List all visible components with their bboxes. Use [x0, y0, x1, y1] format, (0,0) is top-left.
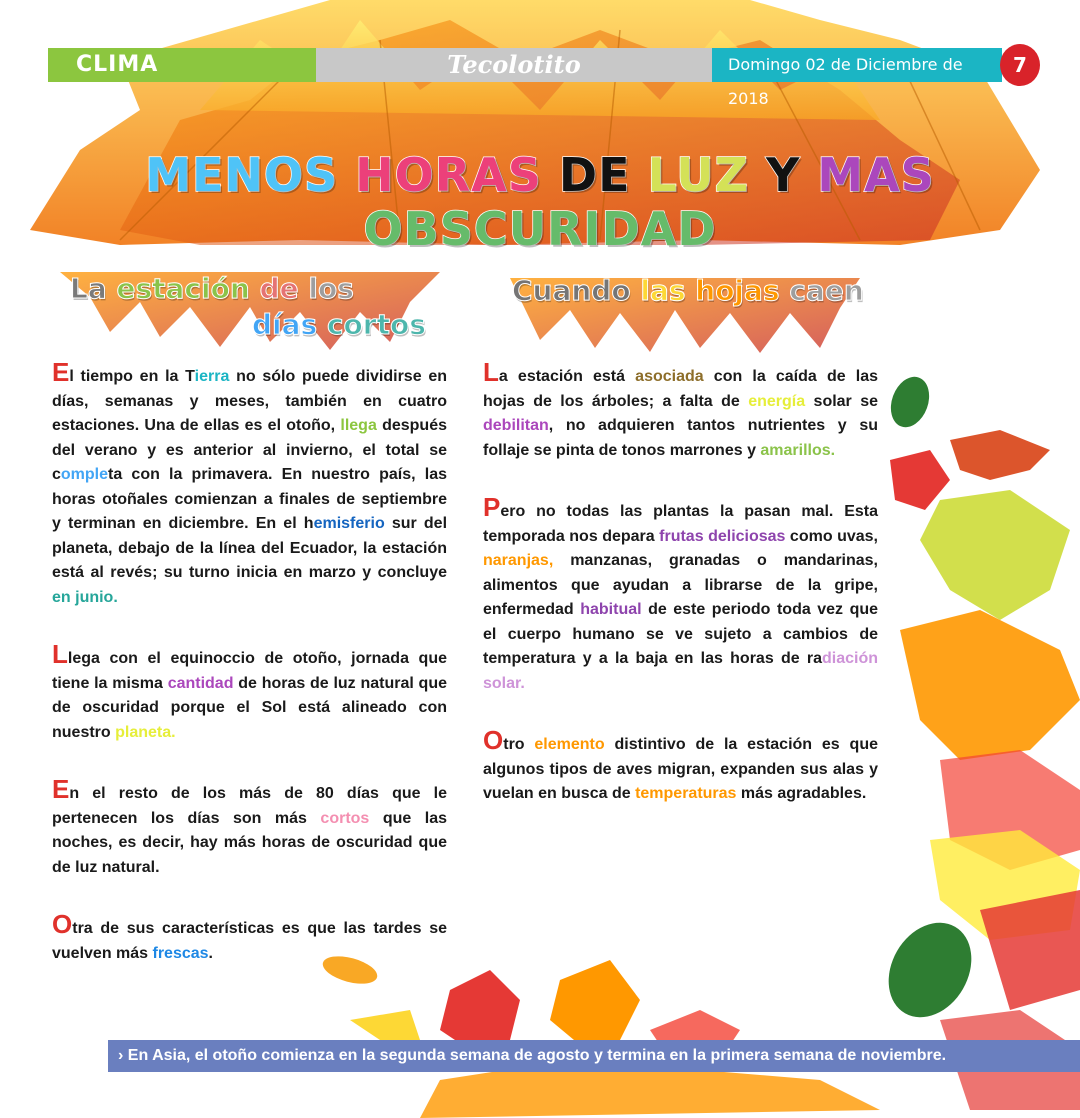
page-number: 7 — [1000, 44, 1040, 86]
highlight-word: llega — [340, 417, 377, 434]
paragraph-text: tra de sus características es que las tardes se vuelven más — [52, 920, 447, 962]
maple-leaf-icon — [880, 370, 1080, 1110]
drop-cap: P — [483, 492, 501, 522]
paragraph-text: más agradables. — [736, 785, 867, 802]
heading-word: Y — [765, 148, 801, 202]
paragraph — [52, 639, 448, 745]
heading-word: OBSCURIDAD — [363, 202, 717, 256]
heading-word: cortos — [326, 308, 426, 341]
paragraph-text: . — [208, 944, 213, 962]
highlight-word: cantidad — [167, 674, 234, 692]
paragraph-text: sur del planeta, debajo de la línea del Ecuador, la estación está al revés; su turno inicia en marzo y concluye — [52, 515, 448, 581]
paragraph — [483, 725, 878, 807]
highlight-word: debilitan — [483, 417, 549, 434]
issue-date: Domingo 02 de Diciembre de 2018 — [712, 48, 1002, 82]
highlight-word: naranjas, — [483, 552, 554, 569]
paragraph — [483, 492, 879, 696]
paragraph-text: ero no todas las plantas la pasan mal. Esta temporada nos depara — [483, 503, 878, 545]
heading-word: Cuando — [512, 274, 631, 307]
heading-word: caen — [789, 274, 864, 307]
highlight-word: amarillos. — [760, 441, 836, 459]
drop-cap: E — [52, 774, 70, 804]
highlight-word: cortos — [320, 809, 370, 827]
heading-word: La — [70, 272, 107, 305]
paragraph-text: con la caída de las hojas de los árboles; a falta de — [483, 368, 879, 410]
paragraph-text: de este periodo toda vez que el cuerpo humano se ve sujeto a cambios de temperatura y a la baja en las horas de ra — [483, 601, 879, 667]
page-title — [0, 148, 1080, 256]
highlight-word: frescas — [152, 944, 209, 962]
highlight-word: ierra — [194, 368, 230, 385]
heading-word: MAS — [817, 148, 935, 202]
highlight-word: omple — [60, 466, 109, 483]
paragraph-text: lega con el equinoccio de otoño, jornada que tiene la misma — [52, 650, 447, 692]
footer-note: › En Asia, el otoño comienza en la segunda semana de agosto y termina en la primera semana de noviembre. — [108, 1040, 1080, 1072]
paragraph-text: como uvas, — [785, 527, 878, 545]
paragraph-text: después del verano y es anterior al invierno, el total se c — [52, 417, 448, 483]
heading-word: de — [259, 272, 299, 305]
highlight-word: habitual — [580, 601, 642, 618]
drop-cap: E — [52, 357, 70, 387]
heading-word: HORAS — [355, 148, 542, 202]
highlight-word: emisferio — [313, 515, 385, 532]
highlight-word: temperaturas — [635, 785, 737, 802]
paragraph-text: , no adquieren tantos nutrientes y su follaje se pinta de tonos marrones y — [483, 417, 878, 459]
highlight-word: asociada — [635, 368, 704, 385]
bottom-leaves — [320, 950, 880, 1118]
highlight-word: diación solar. — [483, 650, 878, 692]
paragraph — [52, 357, 448, 610]
paragraph-text: solar se — [805, 392, 878, 410]
green-leaf-icon — [880, 908, 988, 1033]
drop-cap: L — [483, 357, 499, 387]
drop-cap: O — [52, 909, 73, 939]
paragraph-text: manzanas, granadas o mandarinas, alimentos que ayudan a librarse de la gripe, enfermedad — [483, 552, 878, 618]
left-column — [52, 357, 448, 998]
heading-word: las — [640, 274, 686, 307]
heading-word: los — [308, 272, 354, 305]
paragraph-text: a estación está — [498, 368, 636, 385]
paragraph-text: ta con la primavera. En nuestro país, las horas otoñales comienzan a finales de septiembre y terminan en diciembre. En el h — [52, 466, 447, 532]
heading-word: estación — [116, 272, 250, 305]
paragraph-text: l tiempo en la T — [69, 368, 195, 385]
highlight-word: frutas deliciosas — [659, 527, 786, 545]
highlight-word: planeta. — [115, 723, 176, 741]
paragraph-text: n el resto de los más de 80 días que le pertenecen los días son más — [52, 785, 447, 827]
paragraph-text: no sólo puede dividirse en días, semanas y meses, también en cuatro estaciones. Una de ellas es el otoño, — [52, 368, 447, 434]
drop-cap: L — [52, 639, 68, 669]
heading-word: DE — [558, 148, 631, 202]
drop-cap: O — [483, 725, 504, 755]
heading-word: MENOS — [145, 148, 339, 202]
paragraph-text: de horas de luz natural que de oscuridad porque el Sol está alineado con nuestro — [52, 674, 448, 741]
right-column — [483, 357, 879, 839]
paragraph — [483, 357, 879, 463]
paragraph-text: que las noches, es decir, hay más horas de oscuridad que de luz natural. — [52, 809, 447, 876]
paragraph-text: tro — [503, 736, 535, 753]
brand-logo: Tecolotito — [316, 48, 712, 82]
paragraph — [52, 774, 447, 880]
left-heading-line1 — [70, 272, 354, 305]
highlight-word: elemento — [534, 736, 605, 753]
heading-word: días — [252, 308, 318, 341]
highlight-word: en junio. — [52, 588, 118, 606]
heading-word: hojas — [695, 274, 780, 307]
right-heading — [512, 274, 864, 307]
left-heading-line2 — [252, 308, 426, 341]
paragraph-text: distintivo de la estación es que algunos tipos de aves migran, expanden sus alas y vuelan en busca de — [483, 736, 878, 802]
heading-word: LUZ — [647, 148, 749, 202]
highlight-word: energía — [748, 392, 806, 410]
section-label: CLIMA — [48, 48, 316, 82]
